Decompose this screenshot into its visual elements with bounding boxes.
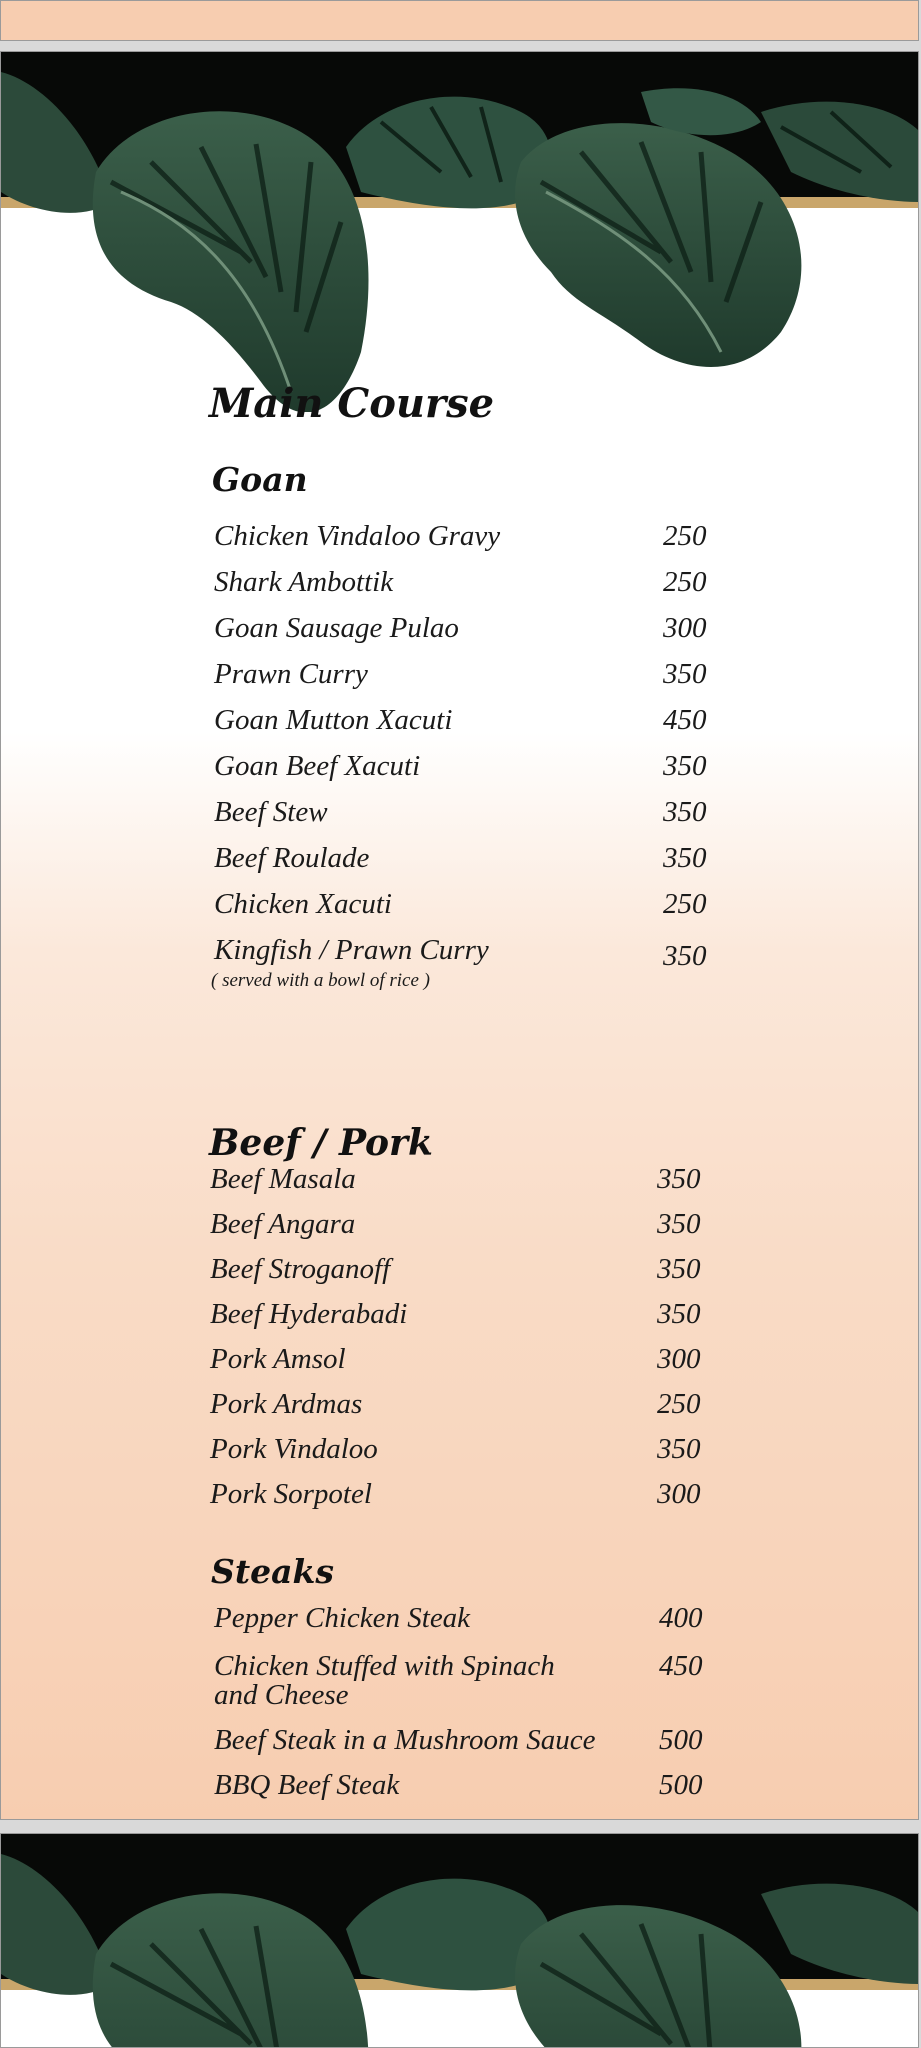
menu-item	[1, 1771, 918, 1811]
item-name: Chicken Vindaloo Gravy	[214, 520, 501, 552]
previous-page-bottom	[0, 0, 919, 41]
item-price: 450	[659, 1650, 703, 1682]
menu-item	[1, 1345, 918, 1385]
item-name: Pork Vindaloo	[210, 1433, 378, 1465]
menu-item	[1, 752, 918, 792]
menu-item	[1, 614, 918, 654]
item-price: 500	[659, 1724, 703, 1756]
item-name: Beef Steak in a Mushroom Sauce	[214, 1724, 596, 1756]
menu-item	[1, 798, 918, 838]
item-price: 300	[657, 1478, 701, 1510]
menu-item	[1, 568, 918, 608]
item-name: Kingfish / Prawn Curry	[214, 934, 489, 966]
item-price: 350	[663, 940, 707, 972]
item-price: 350	[657, 1208, 701, 1240]
item-name: Beef Angara	[210, 1208, 356, 1240]
item-price: 350	[663, 750, 707, 782]
item-price: 250	[663, 520, 707, 552]
item-price: 500	[659, 1769, 703, 1801]
menu-item	[1, 1300, 918, 1340]
menu-item	[1, 1480, 918, 1520]
monstera-leaf-icon	[1, 52, 919, 412]
item-price: 350	[663, 796, 707, 828]
item-name: Beef Stroganoff	[210, 1253, 391, 1285]
item-name: Beef Roulade	[214, 842, 370, 874]
item-name: Prawn Curry	[214, 658, 368, 690]
item-note: ( served with a bowl of rice )	[211, 970, 430, 991]
item-price: 250	[663, 566, 707, 598]
menu-item	[1, 1210, 918, 1250]
item-price: 350	[657, 1253, 701, 1285]
item-name: Shark Ambottik	[214, 566, 394, 598]
item-price: 350	[657, 1298, 701, 1330]
menu-item	[1, 1726, 918, 1766]
menu-item	[1, 936, 918, 996]
next-page-top	[0, 1833, 919, 2048]
monstera-leaf-icon	[1, 1834, 919, 2048]
menu-item	[1, 1165, 918, 1205]
item-price: 350	[663, 842, 707, 874]
item-name: Beef Stew	[214, 796, 328, 828]
item-name: Chicken Stuffed with Spinach	[214, 1650, 555, 1682]
item-name: Beef Hyderabadi	[210, 1298, 408, 1330]
item-name: Chicken Xacuti	[214, 888, 392, 920]
menu-item	[1, 1255, 918, 1295]
item-name: Goan Mutton Xacuti	[214, 704, 453, 736]
menu-item	[1, 1435, 918, 1475]
item-name: Beef Masala	[210, 1163, 356, 1195]
menu-item	[1, 706, 918, 746]
item-name-line2: and Cheese	[214, 1679, 349, 1711]
item-price: 400	[659, 1602, 703, 1634]
section-heading-goan: Goan	[212, 460, 308, 499]
item-name: Pepper Chicken Steak	[214, 1602, 471, 1634]
item-name: Pork Ardmas	[210, 1388, 363, 1420]
item-name: Goan Sausage Pulao	[214, 612, 459, 644]
menu-page	[0, 51, 919, 1820]
menu-item	[1, 844, 918, 884]
menu-item	[1, 1652, 918, 1716]
item-price: 350	[657, 1163, 701, 1195]
menu-item	[1, 660, 918, 700]
item-name: Goan Beef Xacuti	[214, 750, 421, 782]
item-price: 350	[657, 1433, 701, 1465]
item-price: 450	[663, 704, 707, 736]
menu-item	[1, 1390, 918, 1430]
item-name: Pork Sorpotel	[210, 1478, 372, 1510]
item-price: 250	[663, 888, 707, 920]
item-price: 350	[663, 658, 707, 690]
section-heading-steaks: Steaks	[211, 1552, 334, 1591]
menu-item	[1, 890, 918, 930]
item-name: BBQ Beef Steak	[214, 1769, 400, 1801]
item-price: 300	[657, 1343, 701, 1375]
menu-item	[1, 522, 918, 562]
item-price: 300	[663, 612, 707, 644]
item-price: 250	[657, 1388, 701, 1420]
item-name: Pork Amsol	[210, 1343, 346, 1375]
section-heading-beef-pork: Beef / Pork	[209, 1122, 433, 1164]
menu-title: Main Course	[209, 380, 495, 427]
menu-item	[1, 1604, 918, 1644]
